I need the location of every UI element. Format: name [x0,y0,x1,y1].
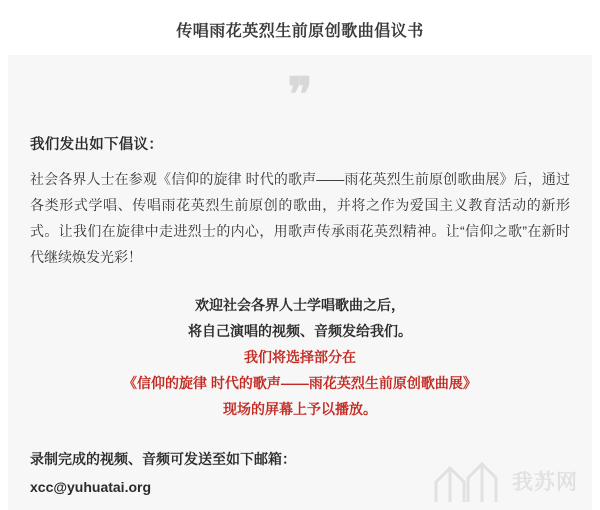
highlight-line: 《信仰的旋律 时代的歌声——雨花英烈生前原创歌曲展》 [123,375,477,391]
quote-icon: ❞ [287,67,313,121]
highlight-line: 欢迎社会各界人士学唱歌曲之后， [195,297,405,313]
article-panel [8,55,592,510]
highlight-line: 将自己演唱的视频、音频发给我们。 [188,323,412,339]
highlight-line: 现场的屏幕上予以播放。 [223,401,377,417]
article-content [8,117,592,500]
watermark-text: 我苏网 [512,471,578,494]
contact-block [30,446,570,500]
scrollbar[interactable] [596,0,600,504]
page-title: 传唱雨花英烈生前原创歌曲倡议书 [176,23,424,40]
proposal-lead: 我们发出如下倡议： [30,137,164,153]
highlight-line: 我们将选择部分在 [244,349,356,365]
contact-email[interactable]: xcc@yuhuatai.org [30,479,152,495]
highlight-block [30,292,570,422]
proposal-paragraph: 社会各界人士在参观《信仰的旋律 时代的歌声——雨花英烈生前原创歌曲展》后，通过各类形式学唱、传唱雨花英烈生前原创的歌曲，并将之作为爱国主义教育活动的新形式。让我们在旋律中走进烈士的内心，用歌声传承雨花英烈精神。让“信仰之歌”在新时代继续焕发光彩！ [30,171,570,265]
contact-label: 录制完成的视频、音频可发送至如下邮箱： [30,451,296,467]
